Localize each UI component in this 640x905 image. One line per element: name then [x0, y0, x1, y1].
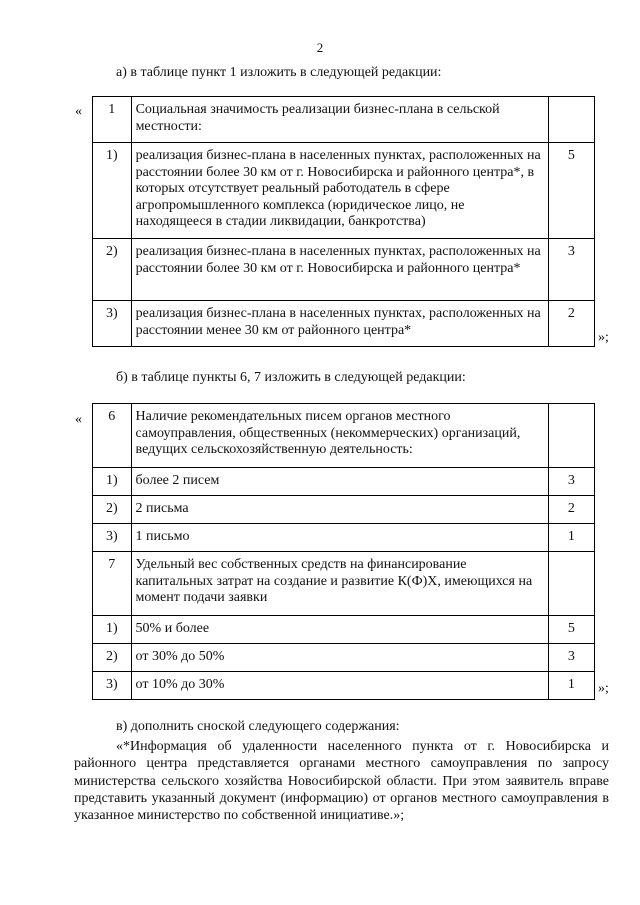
row-num: 3)	[93, 672, 132, 700]
row-score: 2	[548, 301, 594, 347]
table-row	[93, 644, 595, 672]
row-score: 3	[548, 468, 594, 496]
row-num: 3)	[93, 301, 132, 347]
table-row	[93, 496, 595, 524]
page-number: 2	[316, 40, 324, 55]
row-score: 1	[548, 524, 594, 552]
row-num: 1)	[93, 468, 132, 496]
table-row	[93, 616, 595, 644]
row-text: от 30% до 50%	[131, 644, 548, 672]
table-row	[93, 239, 595, 301]
row-num: 1)	[93, 616, 132, 644]
table2-group6-header-row	[93, 404, 595, 468]
group6-header-num: 6	[93, 404, 132, 468]
table2-quote-close: »;	[598, 681, 609, 696]
table-row	[93, 143, 595, 239]
row-num: 2)	[93, 496, 132, 524]
table1-quote-close: »;	[598, 330, 609, 345]
row-score: 3	[548, 644, 594, 672]
row-text: реализация бизнес-плана в населенных пунктах, расположенных на расстоянии более 30 км от г. Новосибирска и районного центра*, в которых отсутствует реальный работодатель в сфере агропромышленного комплекса (юридическое лицо, не находящееся в стадии ликвидации, банкротства)	[131, 143, 548, 239]
table-row	[93, 301, 595, 347]
table-row	[93, 672, 595, 700]
table-2	[92, 403, 595, 700]
table-row	[93, 468, 595, 496]
group7-header-text: Удельный вес собственных средств на финансирование капитальных затрат на создание и развитие К(Ф)Х, имеющихся на момент подачи заявки	[131, 552, 548, 616]
item-a-intro: а) в таблице пункт 1 изложить в следующей редакции:	[116, 65, 442, 80]
table1-header-text: Социальная значимость реализации бизнес-плана в сельской местности:	[131, 97, 548, 143]
row-text: реализация бизнес-плана в населенных пунктах, расположенных на расстоянии более 30 км от г. Новосибирска и районного центра*	[131, 239, 548, 301]
group6-header-score	[548, 404, 594, 468]
table2-quote-open: «	[75, 412, 82, 427]
item-b-intro: б) в таблице пункты 6, 7 изложить в следующей редакции:	[116, 370, 466, 385]
table1-header-row	[93, 97, 595, 143]
row-text: от 10% до 30%	[131, 672, 548, 700]
table1-header-num: 1	[93, 97, 132, 143]
table2-group7-header-row	[93, 552, 595, 616]
group7-header-num: 7	[93, 552, 132, 616]
row-score: 1	[548, 672, 594, 700]
row-num: 2)	[93, 644, 132, 672]
row-num: 3)	[93, 524, 132, 552]
row-score: 5	[548, 143, 594, 239]
table-1	[92, 96, 595, 347]
row-score: 3	[548, 239, 594, 301]
row-score: 5	[548, 616, 594, 644]
footnote-text	[74, 738, 609, 824]
item-c-intro: в) дополнить сноской следующего содержания:	[116, 719, 400, 734]
row-num: 2)	[93, 239, 132, 301]
row-text: более 2 писем	[131, 468, 548, 496]
row-score: 2	[548, 496, 594, 524]
table1-quote-open: «	[75, 104, 82, 119]
group7-header-score	[548, 552, 594, 616]
table-row	[93, 524, 595, 552]
group6-header-text: Наличие рекомендательных писем органов местного самоуправления, общественных (некоммерческих) организаций, ведущих сельскохозяйственную деятельность:	[131, 404, 548, 468]
row-text: 1 письмо	[131, 524, 548, 552]
footnote-paragraph: «*Информация об удаленности населенного пункта от г. Новосибирска и районного центра представляется органами местного самоуправления по запросу министерства сельского хозяйства Новосибирской области. При этом заявитель вправе представить указанный документ (информацию) от органов местного самоуправления в указанное министерство по собственной инициативе.»;	[74, 739, 609, 824]
table1-header-score	[548, 97, 594, 143]
row-num: 1)	[93, 143, 132, 239]
row-text: реализация бизнес-плана в населенных пунктах, расположенных на расстоянии менее 30 км от районного центра*	[131, 301, 548, 347]
row-text: 50% и более	[131, 616, 548, 644]
row-text: 2 письма	[131, 496, 548, 524]
